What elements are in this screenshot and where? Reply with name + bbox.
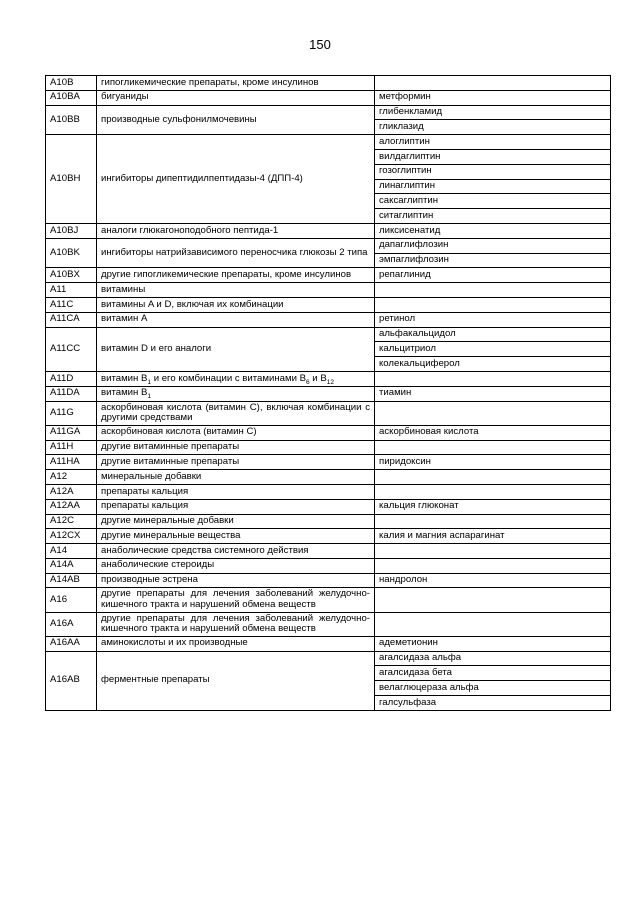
drug-name-cell: ликсисенатид bbox=[375, 223, 611, 238]
atc-group-name-cell: минеральные добавки bbox=[97, 470, 375, 485]
table-row bbox=[46, 544, 611, 559]
table-row bbox=[46, 135, 611, 150]
atc-group-name-cell: препараты кальция bbox=[97, 499, 375, 514]
atc-group-name-cell: витамины bbox=[97, 283, 375, 298]
atc-group-name-cell: производные эстрена bbox=[97, 573, 375, 588]
drug-name-cell: пиридоксин bbox=[375, 455, 611, 470]
drug-name-cell bbox=[375, 371, 611, 386]
drug-name-cell: альфакальцидол bbox=[375, 327, 611, 342]
atc-code-cell: A11HA bbox=[46, 455, 97, 470]
atc-group-name-cell: другие витаминные препараты bbox=[97, 440, 375, 455]
table-row bbox=[46, 297, 611, 312]
drug-name-cell bbox=[375, 297, 611, 312]
table-row bbox=[46, 268, 611, 283]
table-row bbox=[46, 76, 611, 91]
drug-name-cell bbox=[375, 283, 611, 298]
atc-code-cell: A14 bbox=[46, 544, 97, 559]
drug-name-cell: вилдаглиптин bbox=[375, 149, 611, 164]
atc-code-cell: A14A bbox=[46, 558, 97, 573]
atc-code-cell: A14AB bbox=[46, 573, 97, 588]
drug-name-cell bbox=[375, 612, 611, 636]
drug-name-cell: кальцитриол bbox=[375, 342, 611, 357]
atc-code-cell: A11CC bbox=[46, 327, 97, 371]
atc-group-name-cell: аминокислоты и их производные bbox=[97, 636, 375, 651]
name-text: и его комбинации с витаминами B bbox=[151, 372, 306, 384]
atc-table-body bbox=[46, 76, 611, 711]
atc-group-name-cell: ингибиторы дипептидилпептидазы-4 (ДПП-4) bbox=[97, 135, 375, 224]
atc-group-name-cell bbox=[97, 386, 375, 401]
atc-group-name-cell: другие минеральные добавки bbox=[97, 514, 375, 529]
atc-code-cell: A10BX bbox=[46, 268, 97, 283]
atc-group-name-cell: витамины A и D, включая их комбинации bbox=[97, 297, 375, 312]
atc-group-name-cell: гипогликемические препараты, кроме инсулинов bbox=[97, 76, 375, 91]
atc-classification-table bbox=[45, 75, 611, 711]
drug-name-cell: колекальциферол bbox=[375, 357, 611, 372]
drug-name-cell: велаглюцераза альфа bbox=[375, 681, 611, 696]
drug-name-cell bbox=[375, 470, 611, 485]
table-row bbox=[46, 90, 611, 105]
drug-name-cell: калия и магния аспарагинат bbox=[375, 529, 611, 544]
atc-code-cell: A11DA bbox=[46, 386, 97, 401]
atc-code-cell: A12CX bbox=[46, 529, 97, 544]
atc-group-name-cell: анаболические стероиды bbox=[97, 558, 375, 573]
atc-code-cell: A10BK bbox=[46, 238, 97, 268]
drug-name-cell: глибенкламид bbox=[375, 105, 611, 120]
table-row bbox=[46, 425, 611, 440]
atc-group-name-cell: витамин D и его аналоги bbox=[97, 327, 375, 371]
drug-name-cell bbox=[375, 558, 611, 573]
drug-name-cell: кальция глюконат bbox=[375, 499, 611, 514]
drug-name-cell bbox=[375, 440, 611, 455]
drug-name-cell bbox=[375, 401, 611, 425]
atc-group-name-cell: анаболические средства системного действия bbox=[97, 544, 375, 559]
page-number: 150 bbox=[309, 37, 331, 52]
drug-name-cell: эмпаглифлозин bbox=[375, 253, 611, 268]
table-row bbox=[46, 529, 611, 544]
atc-code-cell: A12C bbox=[46, 514, 97, 529]
atc-group-name-cell: бигуаниды bbox=[97, 90, 375, 105]
atc-group-name-cell: производные сульфонилмочевины bbox=[97, 105, 375, 135]
drug-name-cell: гозоглиптин bbox=[375, 164, 611, 179]
table-row bbox=[46, 238, 611, 253]
atc-code-cell: A11CA bbox=[46, 312, 97, 327]
atc-code-cell: A16AB bbox=[46, 651, 97, 710]
table-row bbox=[46, 514, 611, 529]
table-row bbox=[46, 401, 611, 425]
vitamin-subscript: 12 bbox=[326, 378, 334, 386]
atc-code-cell: A16 bbox=[46, 588, 97, 612]
drug-name-cell: репаглинид bbox=[375, 268, 611, 283]
table-row bbox=[46, 327, 611, 342]
vitamin-subscript: 1 bbox=[147, 378, 152, 386]
name-text: витамин B bbox=[101, 372, 148, 384]
atc-group-name-cell: препараты кальция bbox=[97, 484, 375, 499]
atc-code-cell: A16AA bbox=[46, 636, 97, 651]
table-row bbox=[46, 105, 611, 120]
table-row bbox=[46, 573, 611, 588]
atc-code-cell: A11G bbox=[46, 401, 97, 425]
atc-group-name-cell bbox=[97, 371, 375, 386]
atc-group-name-cell: аскорбиновая кислота (витамин С), включая комбинации с другими средствами bbox=[97, 401, 375, 425]
drug-name-cell: адеметионин bbox=[375, 636, 611, 651]
atc-group-name-cell: другие препараты для лечения заболеваний желудочно-кишечного тракта и нарушений обмена веществ bbox=[97, 612, 375, 636]
drug-name-cell: саксаглиптин bbox=[375, 194, 611, 209]
atc-code-cell: A11H bbox=[46, 440, 97, 455]
atc-group-name-cell: другие гипогликемические препараты, кроме инсулинов bbox=[97, 268, 375, 283]
atc-code-cell: A11 bbox=[46, 283, 97, 298]
atc-code-cell: A10BA bbox=[46, 90, 97, 105]
atc-group-name-cell: другие препараты для лечения заболеваний желудочно-кишечного тракта и нарушений обмена веществ bbox=[97, 588, 375, 612]
drug-name-cell: нандролон bbox=[375, 573, 611, 588]
table-row bbox=[46, 636, 611, 651]
atc-group-name-cell: ингибиторы натрийзависимого переносчика глюкозы 2 типа bbox=[97, 238, 375, 268]
table-row bbox=[46, 283, 611, 298]
table-row bbox=[46, 484, 611, 499]
drug-name-cell: линаглиптин bbox=[375, 179, 611, 194]
table-row bbox=[46, 499, 611, 514]
table-row bbox=[46, 312, 611, 327]
drug-name-cell: ретинол bbox=[375, 312, 611, 327]
atc-code-cell: A12 bbox=[46, 470, 97, 485]
drug-name-cell: агалсидаза альфа bbox=[375, 651, 611, 666]
table-row bbox=[46, 588, 611, 612]
drug-name-cell: ситаглиптин bbox=[375, 209, 611, 224]
drug-name-cell: аскорбиновая кислота bbox=[375, 425, 611, 440]
table-row bbox=[46, 470, 611, 485]
drug-name-cell: алоглиптин bbox=[375, 135, 611, 150]
atc-code-cell: A11GA bbox=[46, 425, 97, 440]
table-row bbox=[46, 440, 611, 455]
name-text: и B bbox=[309, 372, 327, 384]
table-row bbox=[46, 371, 611, 386]
atc-code-cell: A12A bbox=[46, 484, 97, 499]
drug-name-cell bbox=[375, 544, 611, 559]
drug-name-cell: дапаглифлозин bbox=[375, 238, 611, 253]
atc-group-name-cell: витамин А bbox=[97, 312, 375, 327]
atc-group-name-cell: аналоги глюкагоноподобного пептида-1 bbox=[97, 223, 375, 238]
atc-code-cell: A10BJ bbox=[46, 223, 97, 238]
table-row bbox=[46, 612, 611, 636]
atc-code-cell: A12AA bbox=[46, 499, 97, 514]
vitamin-subscript: 6 bbox=[306, 378, 310, 386]
atc-code-cell: A11C bbox=[46, 297, 97, 312]
table-row bbox=[46, 651, 611, 666]
atc-group-name-cell: другие минеральные вещества bbox=[97, 529, 375, 544]
drug-name-cell: тиамин bbox=[375, 386, 611, 401]
atc-code-cell: A10B bbox=[46, 76, 97, 91]
vitamin-subscript: 1 bbox=[147, 393, 152, 401]
table-row bbox=[46, 223, 611, 238]
atc-code-cell: A11D bbox=[46, 371, 97, 386]
drug-name-cell bbox=[375, 588, 611, 612]
atc-code-cell: A10BH bbox=[46, 135, 97, 224]
atc-group-name-cell: другие витаминные препараты bbox=[97, 455, 375, 470]
atc-code-cell: A16A bbox=[46, 612, 97, 636]
atc-code-cell: A10BB bbox=[46, 105, 97, 135]
table-row bbox=[46, 386, 611, 401]
name-text: витамин B bbox=[101, 387, 148, 399]
drug-name-cell: гликлазид bbox=[375, 120, 611, 135]
drug-name-cell bbox=[375, 76, 611, 91]
drug-name-cell: метформин bbox=[375, 90, 611, 105]
drug-name-cell: агалсидаза бета bbox=[375, 666, 611, 681]
drug-name-cell: галсульфаза bbox=[375, 696, 611, 711]
atc-group-name-cell: ферментные препараты bbox=[97, 651, 375, 710]
drug-name-cell bbox=[375, 514, 611, 529]
drug-name-cell bbox=[375, 484, 611, 499]
atc-group-name-cell: аскорбиновая кислота (витамин С) bbox=[97, 425, 375, 440]
table-row bbox=[46, 558, 611, 573]
table-row bbox=[46, 455, 611, 470]
